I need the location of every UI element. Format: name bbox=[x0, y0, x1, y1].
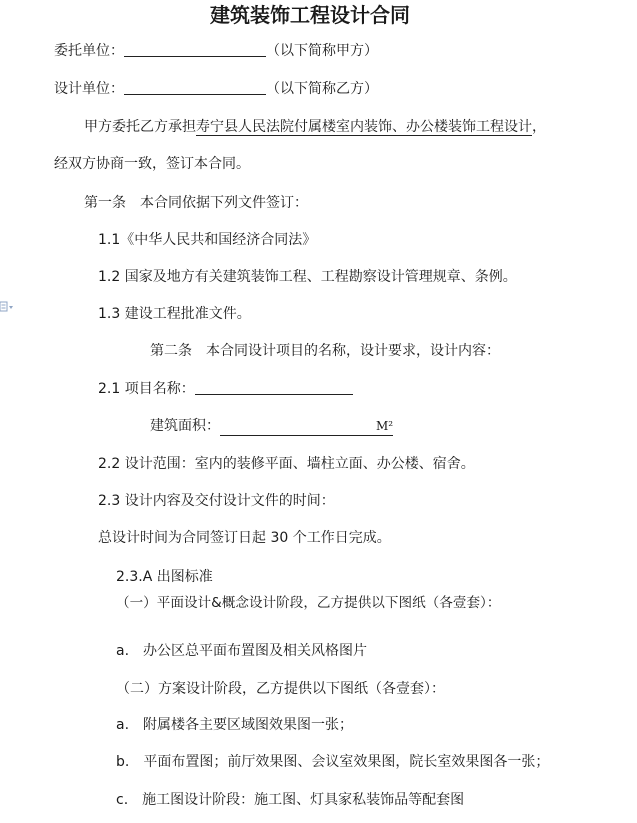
phase-2-item-b: b. 平面布置图；前厅效果图、会议室效果图，院长室效果图各一张； bbox=[116, 754, 550, 770]
intro-suffix: ， bbox=[532, 119, 546, 135]
client-label: 委托单位： bbox=[54, 43, 124, 59]
phase-2-item-a: a. 附属楼各主要区域图效果图一张； bbox=[116, 717, 354, 733]
area-label: 建筑面积： bbox=[150, 418, 220, 434]
client-line bbox=[54, 42, 378, 60]
project-name-label: 2.1 项目名称： bbox=[98, 381, 195, 397]
project-name-blank[interactable] bbox=[195, 380, 353, 395]
article-2-heading: 第二条 本合同设计项目的名称，设计要求，设计内容： bbox=[150, 343, 500, 359]
article-1-item-2: 1.2 国家及地方有关建筑装饰工程、工程勘察设计管理规章、条例。 bbox=[98, 269, 517, 285]
article-1-item-3: 1.3 建设工程批准文件。 bbox=[98, 306, 251, 322]
designer-label: 设计单位： bbox=[54, 81, 124, 97]
designer-blank[interactable] bbox=[124, 80, 266, 95]
design-scope-line: 2.2 设计范围：室内的装修平面、墙柱立面、办公楼、宿舍。 bbox=[98, 456, 475, 472]
intro-prefix: 甲方委托乙方承担 bbox=[84, 119, 196, 135]
designer-note: （以下简称乙方） bbox=[266, 81, 378, 97]
intro-line bbox=[84, 118, 546, 136]
designer-line bbox=[54, 80, 378, 98]
design-content-line: 2.3 设计内容及交付设计文件的时间： bbox=[98, 493, 335, 509]
phase-2-heading: （二）方案设计阶段，乙方提供以下图纸（各壹套）： bbox=[116, 681, 445, 697]
client-note: （以下简称甲方） bbox=[266, 43, 378, 59]
phase-2-item-c: c. 施工图设计阶段：施工图、灯具家私装饰品等配套图 bbox=[116, 792, 465, 808]
paragraph-options-icon[interactable] bbox=[0, 300, 14, 322]
phase-1-item-a: a. 办公区总平面布置图及相关风格图片 bbox=[116, 643, 368, 659]
project-name-line bbox=[98, 380, 353, 398]
intro-line-2: 经双方协商一致，签订本合同。 bbox=[54, 156, 250, 172]
area-blank[interactable] bbox=[220, 417, 393, 436]
client-blank[interactable] bbox=[124, 42, 266, 57]
article-1-heading: 第一条 本合同依据下列文件签订： bbox=[84, 195, 308, 211]
document-title: 建筑装饰工程设计合同 bbox=[210, 3, 410, 27]
intro-project-name: 寿宁县人民法院付属楼室内装饰、办公楼装饰工程设计 bbox=[196, 119, 532, 135]
phase-1-heading: （一）平面设计&概念设计阶段，乙方提供以下图纸（各壹套）： bbox=[116, 595, 501, 611]
article-1-item-1: 1.1《中华人民共和国经济合同法》 bbox=[98, 232, 317, 248]
area-unit: M² bbox=[376, 419, 394, 433]
drawing-standard-heading: 2.3.A 出图标准 bbox=[116, 569, 213, 585]
area-line bbox=[150, 417, 393, 436]
total-time-line: 总设计时间为合同签订日起 30 个工作日完成。 bbox=[98, 530, 391, 546]
